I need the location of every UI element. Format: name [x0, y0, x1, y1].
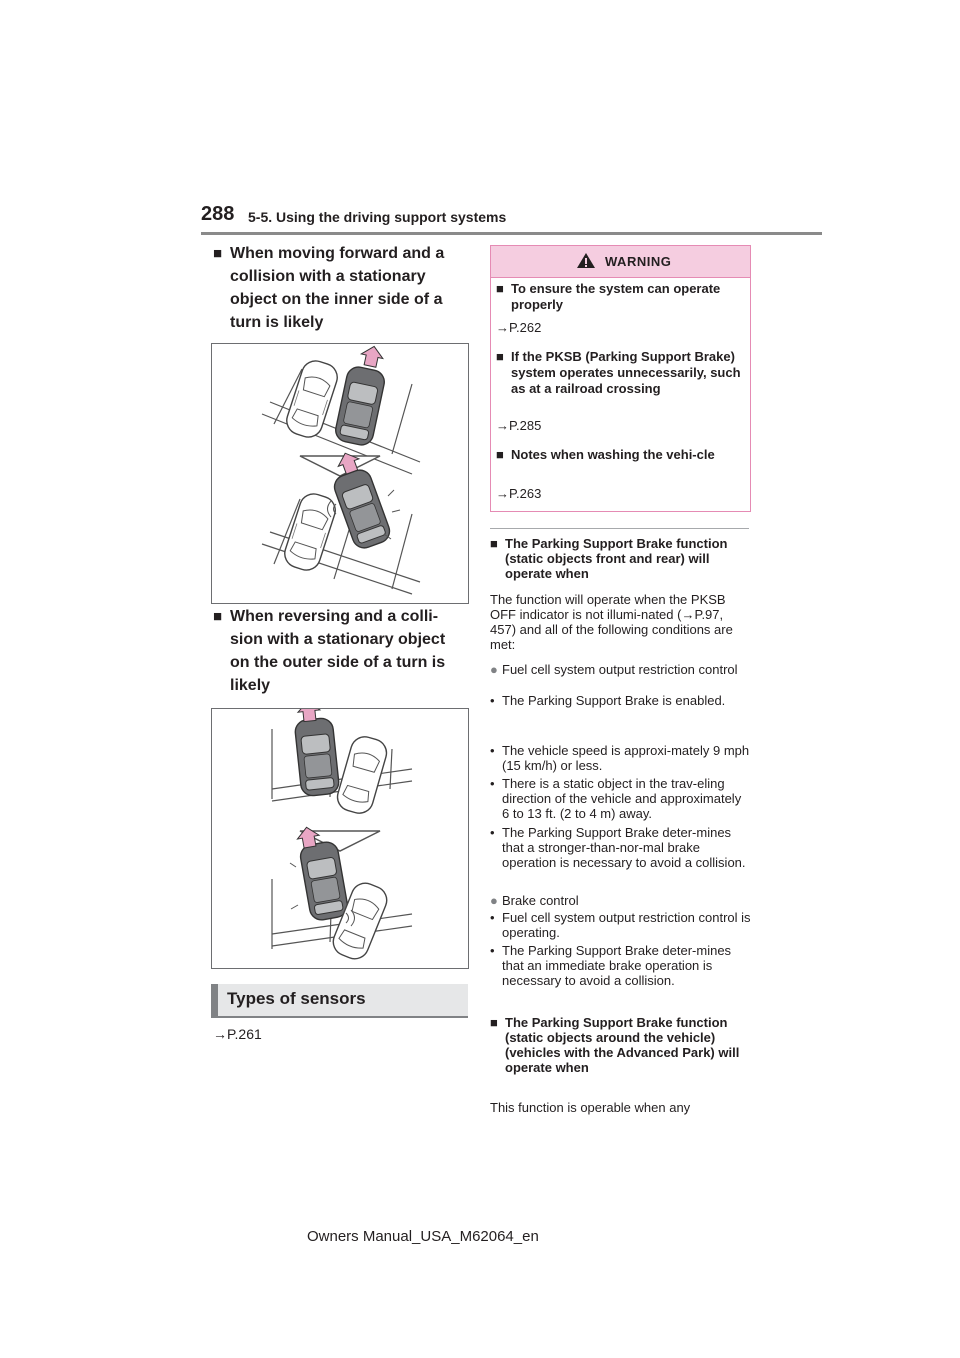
- types-of-sensors-label: Types of sensors: [227, 989, 366, 1008]
- heading-forward: [213, 242, 468, 334]
- heading-front-rear: ■ The Parking Support Brake function (static objects front and rear) will operate when: [490, 536, 728, 581]
- warning-header: [491, 246, 750, 278]
- dot-icon: •: [490, 943, 495, 958]
- arrow-icon: →: [496, 486, 509, 501]
- illustration-forward-turn: [211, 343, 469, 604]
- bullet-icon: ●: [490, 893, 498, 908]
- dot-icon: •: [490, 776, 495, 791]
- square-bullet-icon: ■: [496, 447, 504, 462]
- page-ref-link[interactable]: P.97, 457) and all of the following conditions are met:: [490, 607, 733, 652]
- warning-item-heading: ■ If the PKSB (Parking Support Brake) system operates unnecessarily, such as at a railroad crossing: [496, 349, 741, 396]
- page-ref-link[interactable]: P.263: [509, 486, 542, 501]
- square-bullet-icon: ■: [490, 1015, 498, 1030]
- dot-icon: •: [490, 743, 495, 758]
- square-bullet-icon: ■: [213, 245, 223, 262]
- heading-around-vehicle: ■ The Parking Support Brake function (static objects around the vehicle) (vehicles with the Advanced Park) will operate when: [490, 1015, 740, 1075]
- types-of-sensors-ref[interactable]: [213, 1026, 262, 1042]
- warning-item-ref[interactable]: [496, 486, 541, 501]
- intro-paragraph: The function will operate when the PKSB OFF indicator is not illumi-nated (→P.97, 457) and all of the following conditions are met:: [490, 592, 733, 652]
- sub-item: • There is a static object in the trav-eling direction of the vehicle and approximately 6 to 13 ft. (2 to 4 m) away.: [490, 776, 742, 821]
- arrow-icon: →: [681, 607, 695, 622]
- warning-triangle-icon: [576, 252, 596, 269]
- section-title: 5-5. Using the driving support systems: [248, 209, 507, 225]
- square-bullet-icon: ■: [496, 281, 504, 296]
- footer-text: Owners Manual_USA_M62064_en: [307, 1228, 539, 1245]
- bullet-item: ● Fuel cell system output restriction control: [490, 662, 738, 677]
- warning-title: WARNING: [605, 254, 672, 269]
- bullet-item: ● Brake control: [490, 893, 579, 908]
- heading-marker: [211, 984, 218, 1018]
- dot-icon: •: [490, 825, 495, 840]
- page-ref-link[interactable]: P.261: [227, 1026, 262, 1042]
- sub-item: • Fuel cell system output restriction control is operating.: [490, 910, 751, 940]
- divider: [490, 528, 749, 529]
- sub-item: • The Parking Support Brake deter-mines that a stronger-than-nor-mal brake operation is necessary to avoid a collision.: [490, 825, 746, 870]
- page-ref-link[interactable]: P.285: [509, 418, 542, 433]
- bullet-icon: ●: [490, 662, 498, 677]
- sub-item: • The vehicle speed is approxi-mately 9 mph (15 km/h) or less.: [490, 743, 750, 773]
- warning-box: [490, 245, 751, 512]
- heading-reverse: [213, 605, 468, 697]
- arrow-icon: →: [213, 1026, 227, 1042]
- header-rule: [201, 232, 822, 235]
- warning-item-ref[interactable]: [496, 320, 541, 335]
- warning-item-ref[interactable]: [496, 418, 541, 433]
- dot-icon: •: [490, 693, 495, 708]
- warning-item-heading: ■ To ensure the system can operate properly: [496, 281, 721, 312]
- page-ref-link[interactable]: P.262: [509, 320, 542, 335]
- arrow-icon: →: [496, 320, 509, 335]
- illustration-reverse-turn: [211, 708, 469, 969]
- sub-item: • The Parking Support Brake deter-mines that an immediate brake operation is necessary to avoid a collision.: [490, 943, 732, 988]
- dot-icon: •: [490, 910, 495, 925]
- types-of-sensors-heading: [211, 984, 468, 1018]
- closing-paragraph: This function is operable when any: [490, 1100, 691, 1115]
- square-bullet-icon: ■: [490, 536, 498, 551]
- sub-item: • The Parking Support Brake is enabled.: [490, 693, 726, 708]
- square-bullet-icon: ■: [213, 608, 223, 625]
- warning-item-heading: ■ Notes when washing the vehi-cle: [496, 447, 715, 462]
- heading-reverse-text: When reversing and a colli-sion with a stationary object on the outer side of a turn is likely: [230, 608, 446, 694]
- arrow-icon: →: [496, 418, 509, 433]
- square-bullet-icon: ■: [496, 349, 504, 364]
- heading-forward-text: When moving forward and a collision with a stationary object on the inner side of a turn is likely: [230, 245, 445, 331]
- page-number: 288: [201, 203, 235, 225]
